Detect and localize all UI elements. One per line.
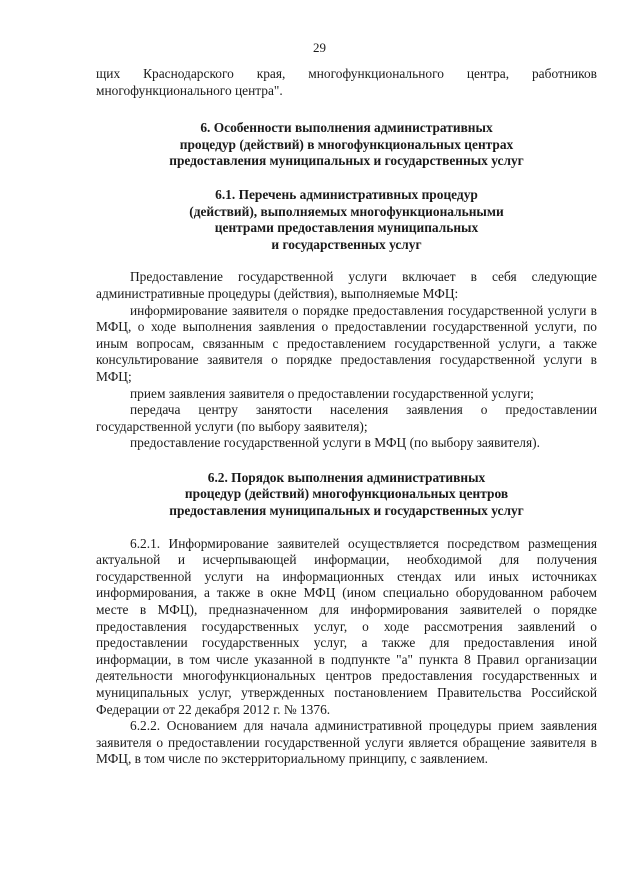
paragraph: Предоставление государственной услуги включает в себя следующие административные процедуры (действия), выполняемые МФЦ: bbox=[96, 269, 597, 301]
heading-line: предоставления муниципальных и государственных услуг bbox=[169, 503, 524, 519]
heading-line: и государственных услуг bbox=[271, 236, 422, 252]
section-6-heading bbox=[96, 120, 597, 170]
heading-line: процедур (действий) в многофункциональных центрах bbox=[179, 136, 514, 152]
heading-line: 6.1. Перечень административных процедур bbox=[215, 186, 478, 202]
page-number: 29 bbox=[313, 40, 326, 55]
heading-line: (действий), выполняемых многофункциональными bbox=[189, 203, 504, 219]
heading-line: 6. Особенности выполнения административных bbox=[200, 120, 493, 136]
section-6-2-heading bbox=[96, 470, 597, 520]
paragraph: 6.2.2. Основанием для начала административной процедуры прием заявления заявителя о предоставлении государственной услуги является обращение заявителя в МФЦ, в том числе по экстерриториальному принципу, с заявлением. bbox=[96, 718, 597, 767]
paragraph: передача центру занятости населения заявления о предоставлении государственной услуги (по выбору заявителя); bbox=[96, 402, 597, 434]
section-6-1-heading bbox=[96, 187, 597, 253]
heading-line: центрами предоставления муниципальных bbox=[214, 220, 479, 236]
heading-line: процедур (действий) многофункциональных центров bbox=[184, 486, 509, 502]
paragraph: информирование заявителя о порядке предоставления государственной услуги в МФЦ, о ходе выполнения заявления о предоставлении государственной услуги, по иным вопросам, связанным с предоставлением государственной услуги, а также консультирование заявителя о порядке предоставления государственной услуги в МФЦ; bbox=[96, 302, 597, 384]
paragraph: предоставление государственной услуги в МФЦ (по выбору заявителя). bbox=[130, 435, 540, 451]
paragraph: 6.2.1. Информирование заявителей осуществляется посредством размещения актуальной и исчерпывающей информации, необходимой для получения государственной услуги на информационных стендах или иных источниках информирования, а также в окне МФЦ (ином специально оборудованном рабочем месте в МФЦ), предназначенном для информирования заявителей о порядке предоставления государственных услуг, о ходе рассмотрения заявлений о предоставлении государственных услуг, а также для предоставления иной информации, в том числе указанной в подпункте "а" пункта 8 Правил организации деятельности многофункциональных центров предоставления государственных и муниципальных услуг, утвержденных постановлением Правительства Российской Федерации от 22 декабря 2012 г. № 1376. bbox=[96, 535, 597, 717]
paragraph: прием заявления заявителя о предоставлении государственной услуги; bbox=[130, 385, 534, 401]
heading-line: 6.2. Порядок выполнения административных bbox=[207, 469, 486, 485]
heading-line: предоставления муниципальных и государственных услуг bbox=[169, 153, 524, 169]
intro-text: щих Краснодарского края, многофункционального центра, работников многофункционального центра". bbox=[96, 66, 597, 98]
document-body bbox=[96, 66, 597, 768]
